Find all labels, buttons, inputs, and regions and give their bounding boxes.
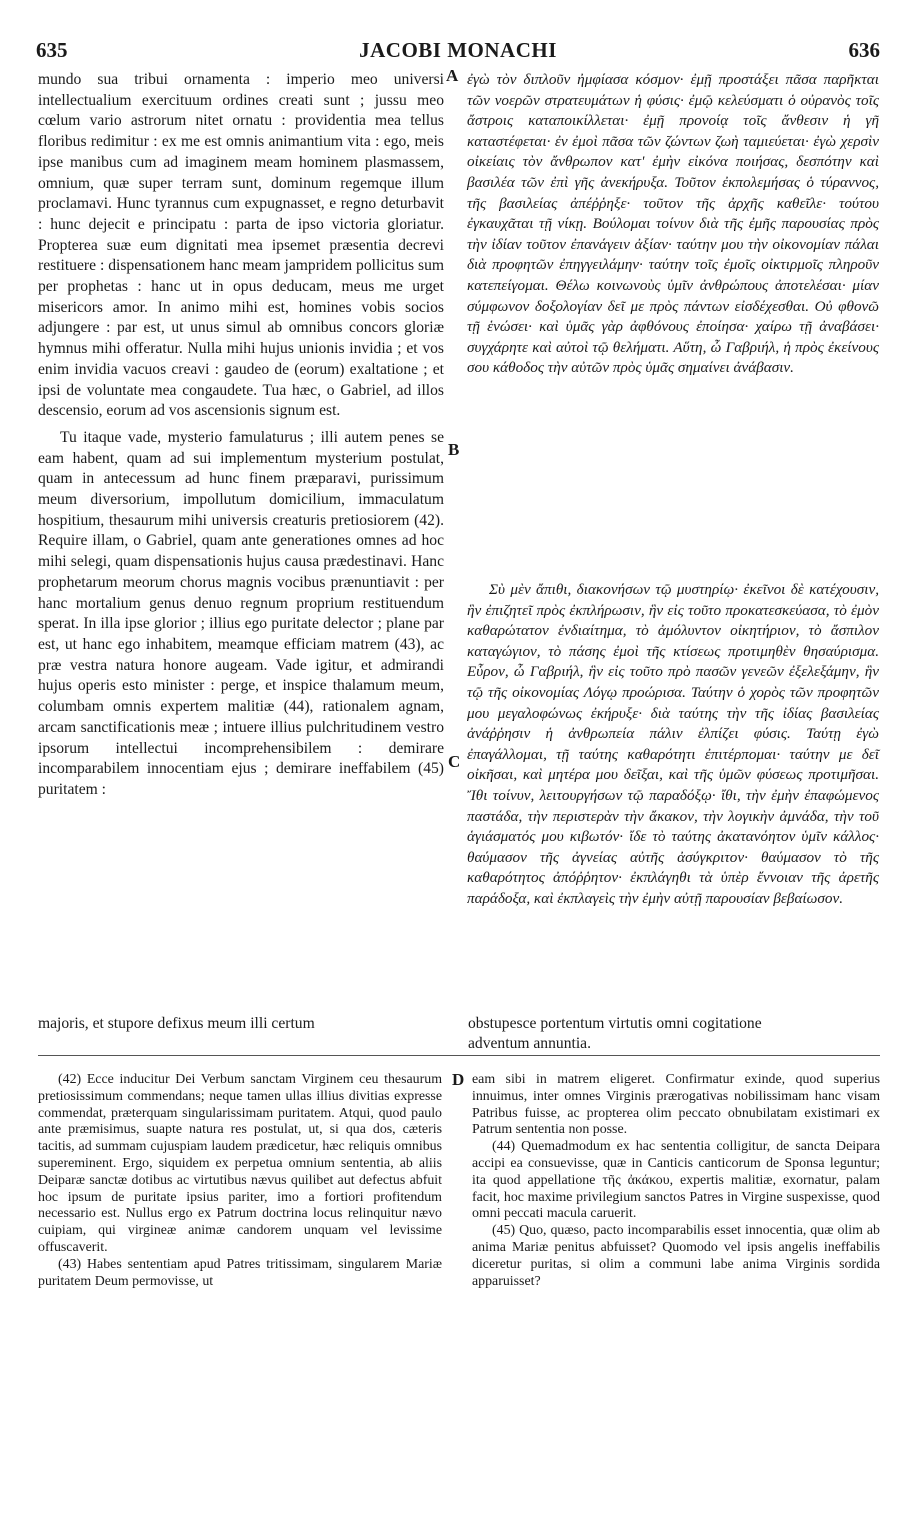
footnotes-left	[38, 1072, 442, 1290]
footnotes-right	[472, 1072, 880, 1290]
greek-paragraph-1: ἐγὼ τὸν διπλοῦν ἠμφίασα κόσμον· ἐμῇ προστάξει πᾶσα παρῆκται τῶν νοερῶν στρατευμάτων ἡ φύσις· ἐμῷ κελεύσματι ὁ οὐρανὸς τοῖς ἄστροις καταποικίλλεται· ἐμῇ προνοίᾳ τοῖς ἄνθεσιν ἡ γῆ καταστέφεται· ἐν ἐμοὶ πᾶσα τῶν ζώντων ζωὴ ταμιεύεται· ἐγὼ χερσὶν οἰκείαις τὸν ἄνθρωπον κατ' ἐμὴν εἰκόνα ποιήσας, δεσπότην καὶ βασιλέα τῶν ἐπὶ γῆς ἀνεκήρυξα. Τοῦτον ἐκπολεμήσας ὁ τύραννος, τῆς βασιλείας ἀπέῤῥηξε· τοῦτον τῆς ἀρχῆς καθεῖλε· τούτου ἐγκαυχᾶται τῇ νίκῃ. Βούλομαι τοίνυν διὰ τῆς ἐμῆς παρουσίας πρὸς τὴν ἰδίαν τοῦτον ἐπανάγειν ἀξίαν· ταύτην μου τὴν οἰκονομίαν πάλαι διὰ προφητῶν ἐπηγγειλάμην· ταύτην τοῖς ἐμοῖς οἰκτιρμοῖς πληροῦν κατεπείγομαι. Θέλω κοινωνοὺς ὑμῖν ἀνθρώπους ἀποτελέσαι· μίαν σύμφωνον δοξολογίαν δεῖ με πρὸς πάντων εἰσδέχεσθαι. Οὐ φθονῶ τῇ ἑνώσει· καὶ ὑμᾶς γὰρ ἀφθόνους ἐποίησα· χαίρω τῇ ἀναβάσει· συγχάρητε καὶ αὐτοὶ τῷ θελήματι. Αὕτη, ὦ Γαβριήλ, ἡ πρὸς ἐκείνους σου κάθοδος τὴν αὐτῶν πρὸς ὑμᾶς σημαίνει ἀνάβασιν.	[467, 71, 879, 377]
greek-column-part2	[467, 580, 879, 910]
greek-column-part1	[467, 70, 879, 379]
footnote-42: (42) Ecce inducitur Dei Verbum sanctam Virginem ceu thesaurum pretiosissimum commendans; neque tamen ullas illius divitias expresse commendat, præterquam singularissimam puritatem. Atqui, quod paulo ante præmisimus, suapte natura res postulat, ut, si qua dos, cæteris tacitis, ad summam cujuspiam laudem prædicetur, hæc reliquis omnibus supereminent. Ergo, siquidem ex perpetua omnium sententia, ab aliis Deiparæ sanctæ dotibus ac virtutibus nævus quilibet aut defectus abfuit hoc ipsum de puritate ipsius pariter, imo a fortiori profitendum necessario est. Nullus ergo ex Patrum doctrina locus relinquitur nævo cuipiam, qui virgineæ animæ candorem unquam vel levissime offuscaverit.	[38, 1072, 442, 1255]
latin-column	[38, 70, 444, 801]
page-number-right: 636	[848, 38, 880, 62]
page-number-left: 635	[36, 38, 68, 62]
footnote-44: (44) Quemadmodum ex hac sententia colligitur, de sancta Deipara accipi ea consuevisse, quæ in Canticis canticorum de Sponsa leguntur; ita quod appellatione τῆς ἀκάκου, expertis malitiæ, exornatur, palam facit, hoc maxime privilegium sanctos Patres in Virgine suspexisse, quod omni peccati macula caruerit.	[472, 1139, 880, 1222]
greek-closing-line: obstupesce portentum virtutis omni cogitatione	[468, 1015, 762, 1032]
closing-line-2: adventum annuntia.	[468, 1035, 591, 1052]
greek-paragraph-2: Σὺ μὲν ἄπιθι, διακονήσων τῷ μυστηρίῳ· ἐκεῖνοι δὲ κατέχουσιν, ἣν ἐπιζητεῖ πρὸς ἐκπλήρωσιν, ἣν εἰς τοῦτο προκατεσκεύασα, τὸ ἐμὸν καθαρώτατον ἐνδιαίτημα, τὸ ἀμόλυντον οἰκητήριον, τὸ ἄσπιλον καταγώγιον, τὸ πάσης ἐμοὶ τῆς κτίσεως προτιμηθὲν θησαύρισμα. Εὗρον, ὦ Γαβριήλ, ἣν εἰς τοῦτο πρὸ πασῶν γενεῶν ἐξελεξάμην, ἣν τῷ τῆς οἰκονομίας Λόγῳ προώρισα. Ταύτην ὁ χορὸς τῶν προφητῶν μου μεγαλοφώνως ἐκήρυξε· διὰ ταύτης τὴν τῆς ἰδίας βασιλείας ἀνάῤῥησιν ἡ ἀνθρωπεία πάλιν ἐλπίζει φύσις. Ταύτῃ ἐγὼ ἐπαγάλλομαι, τῇ ταύτης καθαρότητι ἐπιτέρπομαι· ταύτην με δεῖ οἰκῆσαι, καὶ μητέρα μου δεῖξαι, καὶ τῆς ὑμῶν φύσεως προτιμῆσαι. Ἴθι τοίνυν, λειτουργήσων τῷ παραδόξῳ· ἴθι, τὴν ἐμὴν ἐπαφώμενος παστάδα, τὴν περιστερὰν τὴν ἄκακον, τὴν λογικὴν ἀμνάδα, τὴν τοῦ ἁγιάσματός μου κιβωτόν· ἴδε τὸ ταύτης ἀκατανόητον ὑμῖν κάλλος· θαύμασον τῆς ἀγνείας αὐτῆς ἀσύγκριτον· θαύμασον τὸ τῆς καθαρότητος ἀπόῤῥητον· ἐκπλάγηθι τὰ ὑπὲρ ἔννοιαν τῆς ἀρετῆς παράδοξα, καὶ ἐκπλαγεὶς τὴν ἐμὴν αὐτῇ παρουσίαν βεβαίωσον.	[467, 581, 879, 907]
margin-marker-c: C	[448, 752, 461, 771]
margin-marker-d: D	[452, 1070, 465, 1089]
page-header	[36, 38, 880, 68]
latin-paragraph-1: mundo sua tribui ornamenta : imperio meo universi intellectualium exercituum ordines creati sunt ; jussu meo cœlum vario astrorum nitet ornatu : providentia mea tellus floribus redimitur : ex me est omnis animantium vita : ego, meis ipse manibus cum ad imaginem meam hominem plasmassem, omnium, quæ super terram sunt, dominum regemque illum proclamavi. Hunc tyrannus cum expugnasset, e regno deturbavit : hunc dejecit e principatu : parta de ipso victoria gloriatur. Propterea suæ eum dignitati mea ipsemet præsentia decrevi restituere : dispensationem hanc meam jampridem pollicitus sum per prophetas : hanc ut in opus deducam, meus me urget misericors amor. In animo mihi est, homines vobis socios adjungere : par est, ut unus simul ab omnibus concors gloriæ hymnus mihi offeratur. Nulla mihi hujus unionis invidia ; et vos enim invidia vacuos creavi : gaudeo de (eorum) exaltatione ; et ipsi de voluntate mea congaudete. Tua hæc, o Gabriel, ad illos descensio, eorum ad vos ascensionis signum est.	[38, 71, 444, 420]
running-title: JACOBI MONACHI	[359, 38, 557, 62]
margin-marker-a: A	[446, 66, 459, 85]
latin-paragraph-2: Tu itaque vade, mysterio famulaturus ; illi autem penes se eam habent, quam ad sui implementum mysterium postulat, quam in antecessum ad hunc finem præparavi, purissimum meum diversorium, impollutum domicilium, immaculatum hospitium, thesaurum mihi universis creaturis pretiosiorem (42). Require illam, o Gabriel, quam ante generationes omnes ad hoc mihi selegi, quam dispensationis hujus causa prædestinavi. Hanc prophetarum meorum chorus magnis vocibus prænuntiavit : per hanc mortalium genus denuo regnum proprium restituendum sperat. In illa ipse glorior ; illius ego puritate delector ; plane par est, ut hanc ego inhabitem, meamque efficiam matrem (43), ac præ vestra natura honore augeam. Vade igitur, et admirandi hujus operis esto minister : perge, et inspice thalamum meum, columbam omnis expertem malitiæ (44), rationalem agnam, arcam sanctificationis meæ ; intuere illius pulchritudinem vestro ipsorum intellectui incomprehensibilem : demirare incomparabilem innocentiam ejus ; demirare ineffabilem (45) puritatem :	[38, 428, 444, 798]
footnote-45: (45) Quo, quæso, pacto incomparabilis esset innocentia, quæ olim ab anima Mariæ penitus abfuisset? Quomodo vel ipsis angelis ineffabilis diceretur puritas, si olim a communi labe anima Virginis sordida apparuisset?	[472, 1223, 880, 1289]
latin-closing-line: majoris, et stupore defixus meum illi certum	[38, 1015, 315, 1032]
footnote-43: (43) Habes sententiam apud Patres tritissimam, singularem Mariæ puritatem Deum permovisse, ut	[38, 1256, 442, 1289]
footnote-43-continued: eam sibi in matrem eligeret. Confirmatur exinde, quod superius innuimus, inter omnes Virginis prærogativas nobilissimam hanc visam Patribus fuisse, ac propterea olim peccato obnubilatam existimari ex Patrum sententia non posse.	[472, 1072, 880, 1138]
margin-marker-b: B	[448, 440, 460, 459]
footnote-divider	[38, 1055, 880, 1056]
